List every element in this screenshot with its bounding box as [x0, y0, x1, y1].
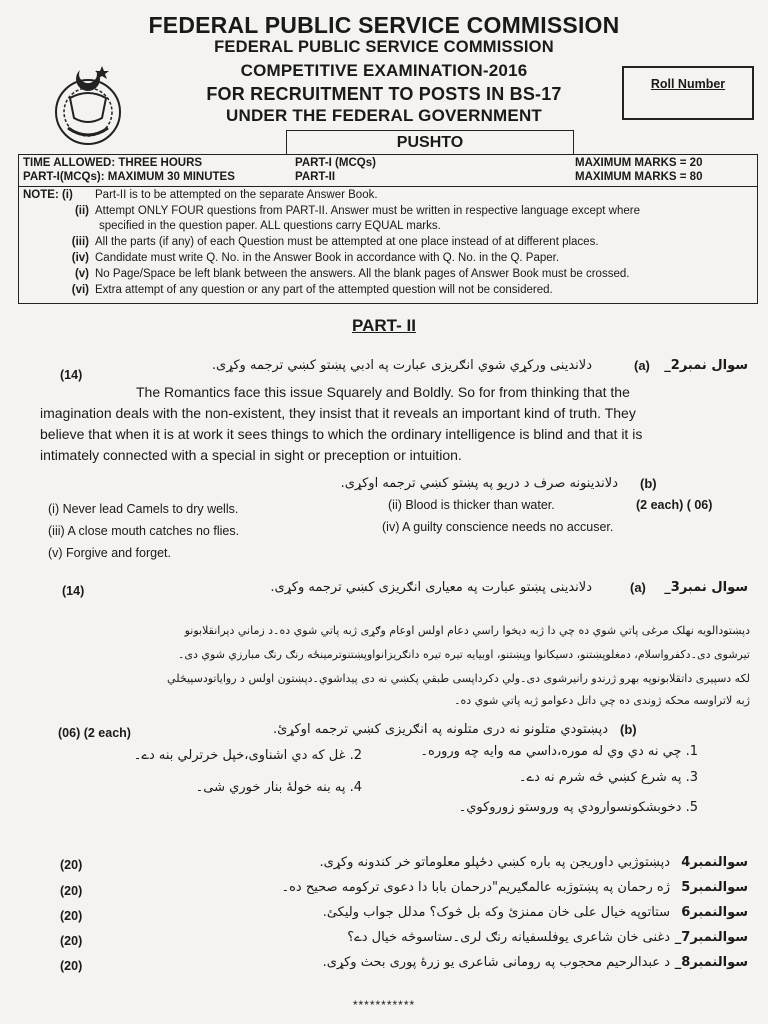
q3b-part-label: (b) [620, 722, 637, 737]
q8-text: د عبدالرحیم محجوب په رومانی شاعری یو زرهٔ پوری بحث وکړی. [322, 955, 670, 970]
q6-marks: (20) [60, 909, 83, 923]
q2a-passage [40, 382, 764, 466]
saying-2: 2. غل که دي اشناوی،خپل خرترلي بنه دے۔ [133, 748, 362, 763]
q6-text: ستاتوپه خیال علی خان ممنزیٔ وکه بل څوک؟ مدلل جواب ولیکئ. [322, 905, 670, 920]
q3b-marks: (06) (2 each) [58, 726, 131, 740]
q4-text: دپښتوژبي داوریجن په باره کښي دځپلو معلوماتو خر کندونه وکړی. [319, 855, 670, 870]
q3a-passage-line: لکه دسپیری داتقلابونوپه بهرو ژرندو رانیرشوی دی۔ولي دکرداپسی طبقي پکښي نه دی پیداشوي۔دپښتون اولس د روایاتودسپیڅلي [167, 672, 750, 685]
q3b-instruction: دپښتودي متلونو نه دری متلونه په انګریزی کښي ترجمه اوکړئ. [273, 722, 608, 737]
q7-marks: (20) [60, 934, 83, 948]
q2b-instruction: دلاندینونه صرف د دریو په پښتو کښي ترجمه اوکړی. [340, 476, 618, 491]
saying-3: 3. په شرع کښي څه شرم نه دے۔ [518, 770, 698, 785]
q5-text: ژه رحمان په پښتوژبه عالمګیریم"درحمان بابا دا دعوی ترکومه صحیح ده۔ [281, 880, 670, 895]
proverb-v: (v) Forgive and forget. [48, 546, 171, 560]
part1-time: PART-I(MCQs): MAXIMUM 30 MINUTES [23, 171, 235, 183]
notes-box [18, 186, 758, 304]
commission-subtitle: FEDERAL PUBLIC SERVICE COMMISSION [214, 38, 554, 56]
note-vi: (vi) Extra attempt of any question or any part of the attempted question will not be considered. [71, 284, 553, 296]
time-allowed: TIME ALLOWED: THREE HOURS [23, 157, 203, 169]
max-marks-part2: MAXIMUM MARKS = 80 [575, 171, 703, 183]
q2a-passage-line: imagination deals with the non-existent, they insist that it reveals an important kind of truth. They [40, 405, 636, 421]
q3-label: سوال نمبر3_ [664, 580, 748, 595]
q2b-marks: (2 each) ( 06) [636, 498, 713, 512]
recruitment-line: FOR RECRUITMENT TO POSTS IN BS-17 [206, 84, 562, 104]
part2-label: PART-II [295, 171, 336, 183]
q8-label: سوالنمبر8_ [674, 955, 748, 970]
q2a-instruction: دلاندینی ورکړي شوي انګریزی عبارت په ادبي پښتو کښي ترجمه وکړی. [211, 358, 592, 373]
q3a-part-label: (a) [630, 580, 646, 595]
q6-label: سوالنمبر6 [681, 905, 748, 920]
exam-title: COMPETITIVE EXAMINATION-2016 [240, 61, 528, 80]
subject-box: PUSHTO [286, 130, 574, 155]
q4-marks: (20) [60, 858, 83, 872]
proverb-i: (i) Never lead Camels to dry wells. [48, 502, 239, 516]
q7-label: سوالنمبر7_ [674, 930, 748, 945]
commission-title: FEDERAL PUBLIC SERVICE COMMISSION [148, 12, 620, 38]
q4-label: سوالنمبر4 [681, 855, 748, 870]
note-ii: (ii) Attempt ONLY FOUR questions from PART-II. Answer must be written in respective language except where [74, 205, 640, 217]
note-i: NOTE: (i) Part-II is to be attempted on the separate Answer Book. [23, 189, 378, 201]
saying-4: 4. په بنه خولهٔ بنار خوري شی۔ [195, 780, 362, 795]
note-iii: (iii) All the parts (if any) of each Question must be attempted at one place instead of at different places. [71, 236, 599, 248]
saying-5: 5. دخوبشکونسوارودي په وروستو زوروکوي۔ [458, 800, 698, 815]
q3a-passage-line: دپښتودالویه نهلک مرغی پاتي شوي ده چي دا ژبه دیخوا راسي دعام اولس اوعام وګړی ژبه پاتي شوي ده۔د زماني دپرانقلابونو [184, 624, 750, 637]
part2-title: PART- II [352, 316, 416, 335]
end-stars: *********** [352, 998, 416, 1012]
proverb-iii: (iii) A close mouth catches no flies. [48, 524, 240, 538]
q5-label: سوالنمبر5 [681, 880, 748, 895]
q2b-part-label: (b) [640, 476, 657, 491]
q3a-passage-line: تیرشوی دی۔دکفرواسلام، دمغلوپښتنو، دسیکانوا وپښتنو، اوبیایه تیره تیره دانګریزانواوپښتنوترمینځه رنګ رنګ مبارزي شوي دی۔ [177, 648, 750, 661]
exam-info-box [18, 154, 758, 187]
part1-label: PART-I (MCQs) [295, 157, 376, 169]
proverb-iv: (iv) A guilty conscience needs no accuser. [382, 520, 614, 534]
max-marks-part1: MAXIMUM MARKS = 20 [575, 157, 703, 169]
q3a-marks: (14) [62, 584, 85, 598]
q2a-passage-line: believe that when it is at work it sees things to which the ordinary intelligence is blind and that it is [40, 426, 643, 442]
q2a-marks: (14) [60, 368, 83, 382]
q7-text: دغنی خان شاعری یوفلسفیانه رنګ لری۔ستاسوڅه خیال دے؟ [347, 930, 670, 945]
q8-marks: (20) [60, 959, 83, 973]
note-ii-continued: specified in the question paper. ALL questions carry EQUAL marks. [99, 220, 441, 232]
q2a-passage-line: intimately connected with a special in sight or preception or intuition. [40, 447, 462, 463]
q2-label: سوال نمبر2_ [664, 358, 748, 373]
proverb-ii: (ii) Blood is thicker than water. [388, 498, 555, 512]
q5-marks: (20) [60, 884, 83, 898]
note-iv: (iv) Candidate must write Q. No. in the Answer Book in accordance with Q. No. in the Q. Paper. [71, 252, 560, 264]
q3a-instruction: دلاندینی پښتو عبارت په معیاری انګریزی کښي ترجمه وکړی. [270, 580, 592, 595]
government-line: UNDER THE FEDERAL GOVERNMENT [225, 106, 543, 125]
roll-number-box [622, 66, 754, 120]
note-v: (v) No Page/Space be left blank between the answers. All the blank pages of Answer Book must be crossed. [74, 268, 630, 280]
q2a-part-label: (a) [634, 358, 650, 373]
roll-number-label: Roll Number [650, 77, 726, 91]
saying-1: 1. چي نه دي وي له موره،داسي مه وايه چه وروره۔ [420, 744, 698, 759]
q3a-passage-line: ژبه لاتراوسه محکه ژوندی ده چي داتل دعوامو ژبه پاتي شوي ده۔ [454, 694, 750, 707]
q2a-passage-line: The Romantics face this issue Squarely and Boldly. So for from thinking that the [136, 384, 630, 400]
